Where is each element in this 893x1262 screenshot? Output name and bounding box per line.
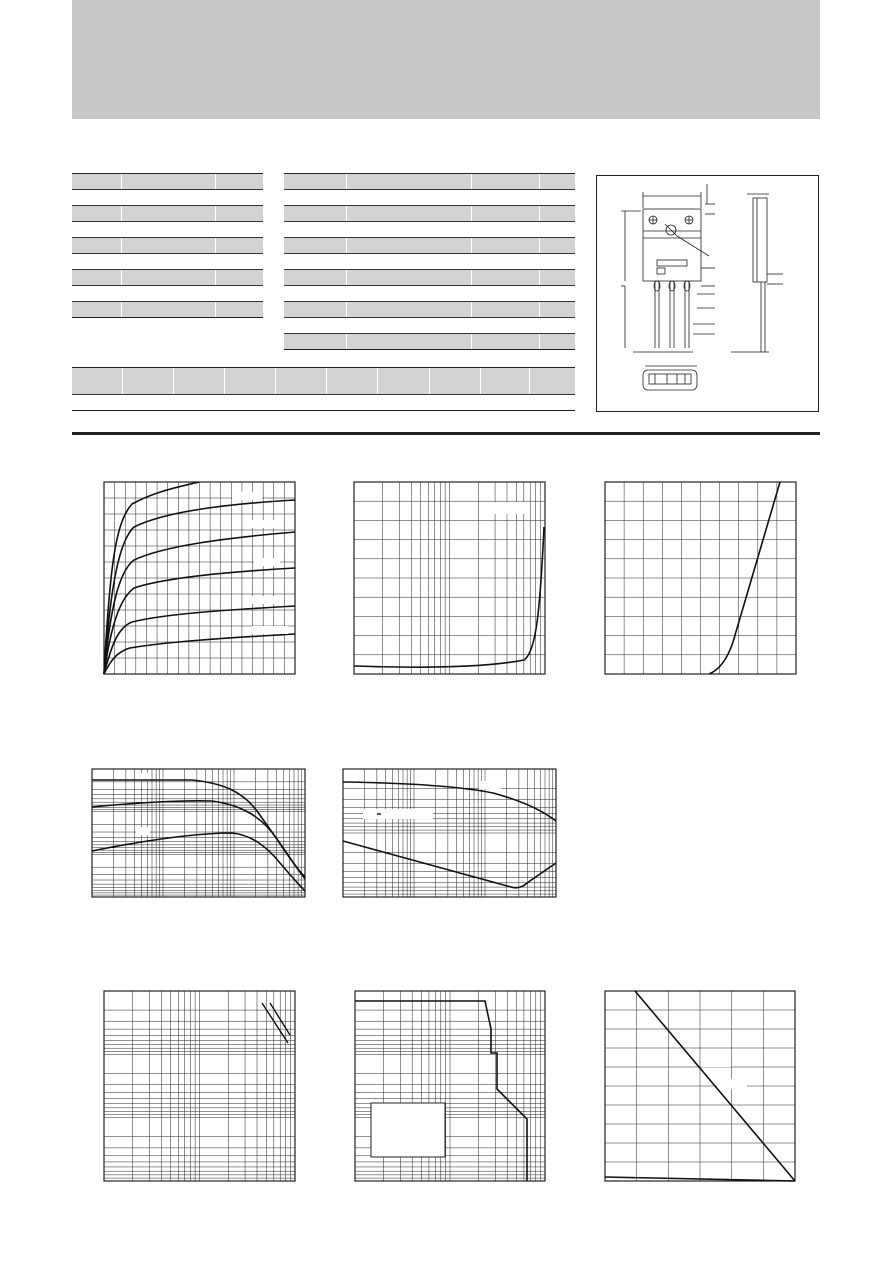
table-row	[72, 302, 263, 318]
table-row	[284, 222, 575, 238]
curve-label	[363, 809, 433, 819]
section-separator	[72, 432, 820, 435]
table-row	[284, 254, 575, 270]
curve-label	[252, 596, 278, 604]
curve	[262, 1003, 288, 1043]
graph-5	[343, 769, 556, 897]
curve-label	[488, 502, 528, 514]
curve-label	[254, 558, 280, 566]
side-view	[731, 194, 783, 352]
table-row	[284, 286, 575, 302]
table-row	[284, 190, 575, 206]
table-row	[284, 270, 575, 286]
table-row	[72, 286, 263, 302]
table-row	[72, 254, 263, 270]
table-row	[284, 302, 575, 318]
curve-label	[701, 1057, 731, 1067]
package-drawing	[597, 176, 818, 411]
graph-grid	[343, 769, 556, 897]
curve	[343, 841, 556, 888]
table-row	[284, 318, 575, 334]
table-row	[72, 395, 575, 411]
graph-grid	[605, 991, 795, 1181]
front-view	[621, 184, 715, 352]
table-row	[284, 238, 575, 254]
graph-grid	[104, 991, 295, 1181]
legend-box	[371, 1103, 445, 1157]
table-row	[72, 206, 263, 222]
table-row	[284, 206, 575, 222]
table-row	[72, 190, 263, 206]
table-header-row	[72, 368, 575, 395]
header-band	[72, 0, 820, 119]
graph-2	[354, 482, 545, 674]
table-row	[72, 238, 263, 254]
graph-4	[92, 769, 305, 897]
graph-7	[355, 991, 545, 1181]
curve-label	[136, 827, 150, 835]
table-header-row	[284, 174, 575, 190]
curve-label	[717, 1079, 747, 1089]
graph-3	[605, 482, 796, 674]
curve-label	[232, 492, 262, 500]
table-row	[72, 270, 263, 286]
graph-8	[605, 991, 795, 1181]
curve	[92, 801, 305, 877]
graph-6	[104, 991, 295, 1181]
table-row	[284, 334, 575, 350]
graph-grid	[605, 482, 796, 674]
graph-1	[104, 482, 295, 674]
table-row	[72, 222, 263, 238]
middle-spec-table	[284, 173, 575, 350]
curve-label	[252, 626, 288, 634]
left-spec-table	[72, 173, 263, 318]
curve-label	[252, 520, 280, 528]
bottom-spec-table	[72, 367, 575, 411]
graph-grid	[104, 482, 295, 674]
table-header-row	[72, 174, 263, 190]
curve-label	[479, 781, 501, 789]
bottom-view	[643, 366, 697, 390]
package-outline-box	[596, 175, 819, 412]
